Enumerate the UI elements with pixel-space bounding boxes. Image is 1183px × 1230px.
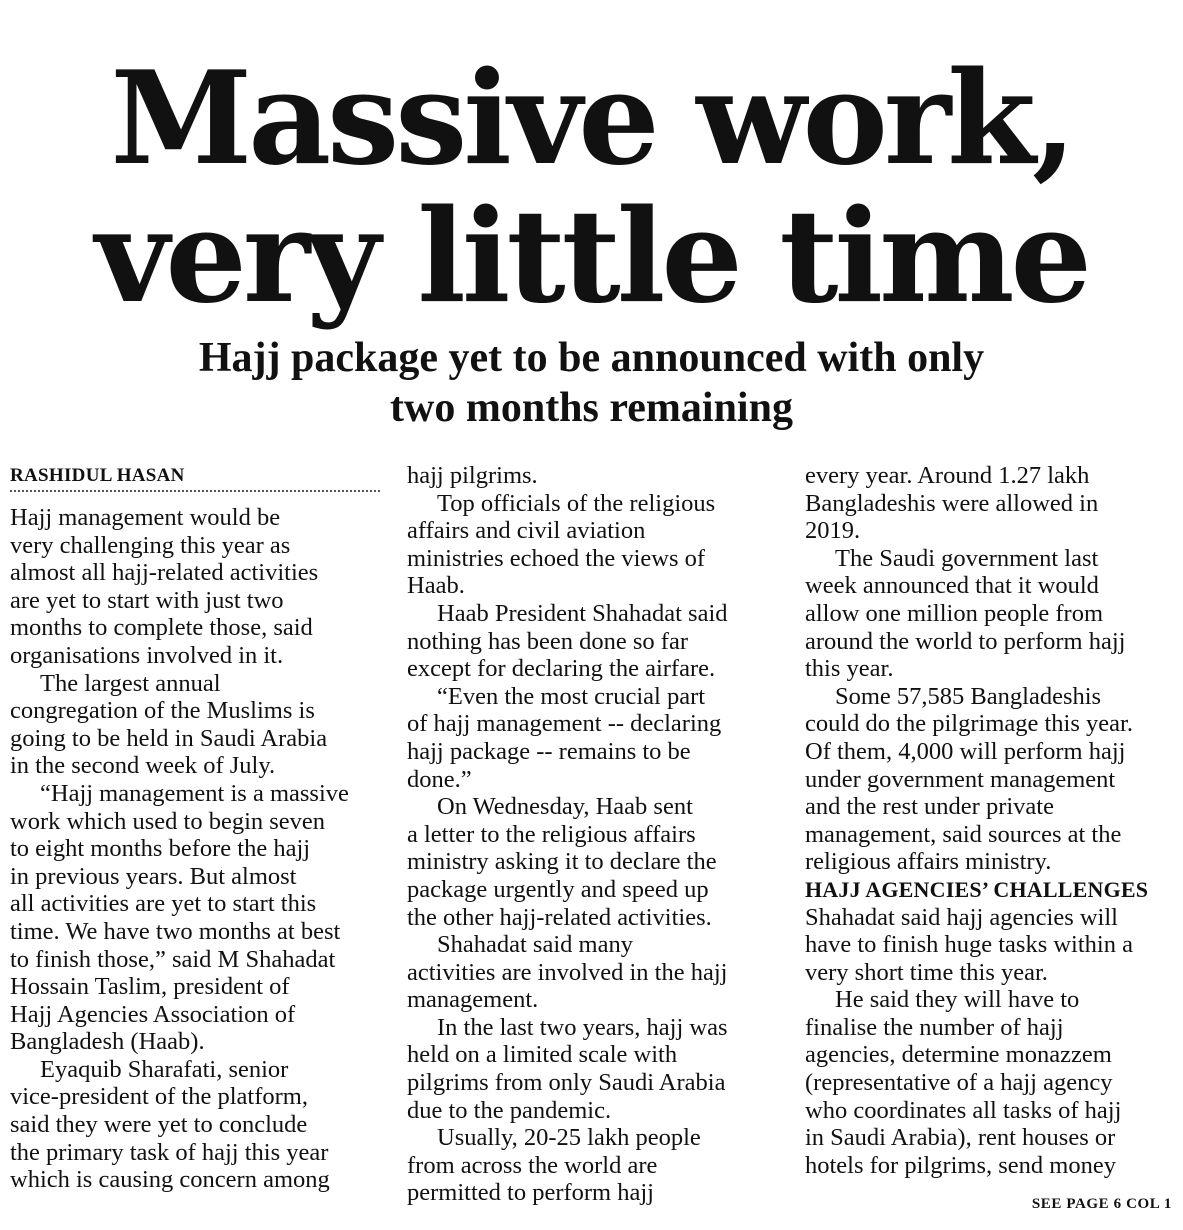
text-line: every year. Around 1.27 lakh (805, 462, 1090, 489)
text-line: said they were yet to conclude (10, 1111, 308, 1139)
text-line: hotels for pilgrims, send money (805, 1151, 1116, 1179)
text-line: Top officials of the religious (437, 489, 716, 517)
text-line: work which used to begin seven (10, 807, 326, 835)
text-line: the other hajj-related activities. (407, 903, 712, 931)
article-paragraph (10, 1056, 382, 1194)
text-line: around the world to perform hajj (805, 627, 1126, 655)
text-line: (representative of a hajj agency (805, 1069, 1113, 1097)
article-paragraph (805, 545, 1177, 683)
text-line: The largest annual (40, 669, 221, 697)
text-line: in the second week of July. (10, 752, 276, 780)
text-line: to finish those,” said M Shahadat (10, 945, 336, 973)
article-paragraph (805, 904, 1177, 987)
text-line: congregation of the Muslims is (10, 697, 315, 725)
article-paragraph (407, 793, 772, 931)
article-paragraph (407, 600, 772, 683)
text-line: almost all hajj-related activities (10, 559, 319, 587)
headline-line-1: Massive work, (110, 44, 1073, 194)
article-paragraph (10, 504, 382, 670)
text-line: this year. (805, 655, 894, 683)
text-line: Hajj Agencies Association of (10, 1000, 296, 1028)
text-line: all activities are yet to start this (10, 890, 317, 918)
text-line: very challenging this year as (10, 531, 291, 559)
text-line: ministry asking it to declare the (407, 848, 717, 876)
text-line: of hajj management -- declaring (407, 710, 722, 738)
text-line: Hajj management would be (10, 504, 281, 531)
article-column-1 (10, 462, 382, 1194)
subheadline-line-1: Hajj package yet to be announced with only (198, 335, 985, 381)
article-paragraph (407, 462, 772, 490)
article-paragraph (407, 931, 772, 1014)
text-line: ministries echoed the views of (407, 544, 706, 572)
text-line: hajj package -- remains to be (407, 737, 691, 765)
text-line: except for declaring the airfare. (407, 655, 716, 683)
text-line: in previous years. But almost (10, 862, 297, 890)
text-line: Hossain Taslim, president of (10, 973, 290, 1001)
text-line: “Even the most crucial part (437, 682, 706, 710)
text-line: Bangladeshis were allowed in (805, 489, 1099, 517)
text-line: 2019. (805, 517, 861, 545)
text-line: and the rest under private (805, 793, 1054, 821)
text-line: finalise the number of hajj (805, 1013, 1064, 1041)
text-line: package urgently and speed up (407, 875, 709, 903)
text-line: Haab. (407, 572, 465, 600)
article-paragraph (805, 462, 1177, 545)
text-line: affairs and civil aviation (407, 517, 646, 545)
text-line: The Saudi government last (835, 544, 1099, 572)
text-line: which is causing concern among (10, 1166, 330, 1194)
text-line: very short time this year. (805, 958, 1048, 986)
text-line: done.” (407, 765, 472, 793)
byline-divider (10, 490, 380, 492)
text-line: months to complete those, said (10, 614, 313, 642)
text-line: Shahadat said many (437, 931, 633, 959)
text-line: management, said sources at the (805, 820, 1122, 848)
text-line: In the last two years, hajj was (437, 1013, 728, 1041)
text-line: activities are involved in the hajj (407, 958, 728, 986)
article-column-3 (805, 462, 1177, 1179)
article-paragraph (407, 683, 772, 793)
text-line: the primary task of hajj this year (10, 1138, 329, 1166)
text-line: hajj pilgrims. (407, 462, 538, 489)
text-line: Of them, 4,000 will perform hajj (805, 737, 1126, 765)
section-subhead: HAJJ AGENCIES’ CHALLENGES (805, 876, 1149, 902)
text-line: “Hajj management is a massive (40, 779, 349, 807)
article-paragraph (407, 1124, 772, 1207)
text-line: religious affairs ministry. (805, 848, 1052, 876)
text-line: vice-president of the platform, (10, 1083, 308, 1111)
text-line: Some 57,585 Bangladeshis (835, 682, 1102, 710)
text-line: pilgrims from only Saudi Arabia (407, 1069, 726, 1097)
text-line: agencies, determine monazzem (805, 1041, 1112, 1069)
article-paragraph (407, 490, 772, 600)
text-line: under government management (805, 765, 1116, 793)
text-line: permitted to perform hajj (407, 1179, 654, 1207)
byline: RASHIDUL HASAN (10, 465, 185, 486)
text-line: time. We have two months at best (10, 917, 341, 945)
article-paragraph (805, 986, 1177, 1179)
subheadline-line-2: two months remaining (390, 385, 793, 431)
text-line: in Saudi Arabia), rent houses or (805, 1124, 1116, 1152)
article-paragraph (10, 670, 382, 780)
article-paragraph (10, 780, 382, 1056)
headline-line-2: very little time (95, 182, 1088, 332)
text-line: are yet to start with just two (10, 586, 284, 614)
text-line: Eyaquib Sharafati, senior (40, 1055, 289, 1083)
jump-line: SEE PAGE 6 COL 1 (1031, 1196, 1172, 1212)
text-line: allow one million people from (805, 599, 1104, 627)
text-line: Bangladesh (Haab). (10, 1028, 205, 1056)
text-line: to eight months before the hajj (10, 835, 311, 863)
text-line: who coordinates all tasks of hajj (805, 1096, 1122, 1124)
text-line: have to finish huge tasks within a (805, 931, 1133, 959)
text-line: On Wednesday, Haab sent (437, 793, 693, 821)
subheadline (0, 333, 1183, 433)
text-line: going to be held in Saudi Arabia (10, 724, 328, 752)
headline (0, 44, 1183, 332)
text-line: He said they will have to (835, 986, 1080, 1014)
text-line: week announced that it would (805, 572, 1099, 600)
text-line: a letter to the religious affairs (407, 820, 696, 848)
text-line: management. (407, 986, 539, 1014)
text-line: Usually, 20-25 lakh people (437, 1124, 701, 1152)
text-line: could do the pilgrimage this year. (805, 710, 1133, 738)
article-paragraph (407, 1014, 772, 1124)
text-line: Haab President Shahadat said (437, 599, 728, 627)
text-line: due to the pandemic. (407, 1096, 612, 1124)
text-line: nothing has been done so far (407, 627, 688, 655)
text-line: organisations involved in it. (10, 641, 284, 669)
article-paragraph (805, 683, 1177, 876)
text-line: from across the world are (407, 1151, 658, 1179)
text-line: Shahadat said hajj agencies will (805, 903, 1118, 931)
text-line: held on a limited scale with (407, 1041, 678, 1069)
article-column-2 (407, 462, 772, 1207)
